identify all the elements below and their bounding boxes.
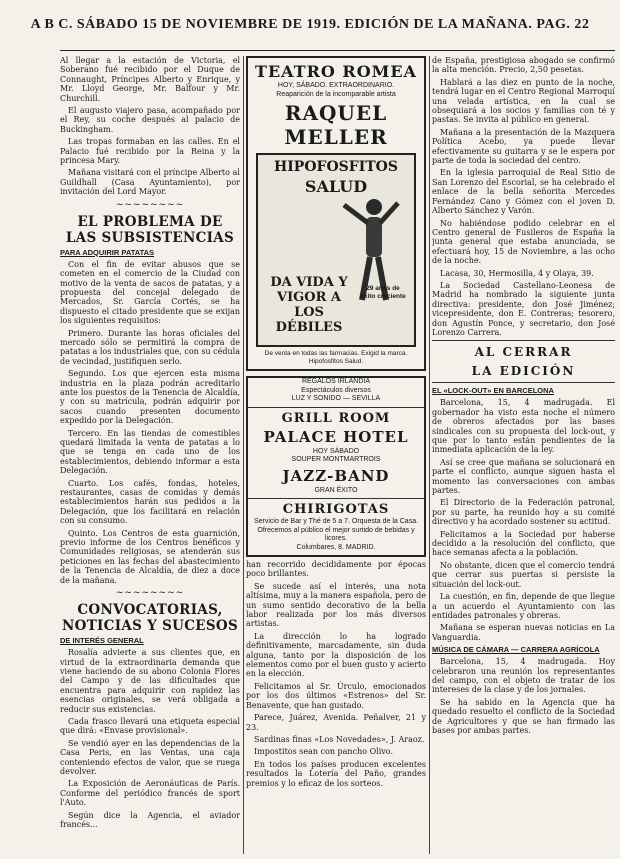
article-paragraph: Tercero. En las tiendas de comestibles quedará limitada la venta de patatas a lo que se tenga en cada uno de los establecimientos, debiendo informar a esta Delegación. <box>60 428 240 476</box>
ad-line: Ofrecemos al público el mejor surtido de bebidas y licores. <box>257 526 415 542</box>
article-paragraph: El augusto viajero pasa, acompañado por el Rey, su coche después al palacio de Buckingham. <box>60 106 240 134</box>
ad-jazz-band: JAZZ-BAND <box>282 466 390 485</box>
header-rule <box>60 50 615 51</box>
headline-la-edicion: LA EDICIÓN <box>471 364 576 379</box>
article-paragraph: Se sucede así el interés, una nota altísima, muy a la manera española, pero de un sumo sentido decorativo de la bella labor realizada por los más diversos artistas. <box>246 581 426 629</box>
article-paragraph: Mañana visitará con el príncipe Alberto al Guildhall (Casa Ayuntamiento), por invitación del Lord Mayor. <box>60 168 240 197</box>
ad-line: HOY, SÁBADO. EXTRAORDINARIO. <box>277 82 395 89</box>
poster-hipofosfitos <box>256 153 416 347</box>
ad-line: GRAN ÉXITO <box>314 486 358 494</box>
ad-title: TEATRO ROMEA <box>255 62 417 81</box>
poster-title-bottom: SALUD <box>304 177 368 196</box>
subheadline-lock-out: EL «LOCK-OUT» EN BARCELONA <box>432 386 554 396</box>
poster-caption: De venta en todas las farmacias. Exigid la marca. Hipofosfitos Salud. <box>264 350 408 365</box>
article-paragraph: Impostitos sean con pancho Olivo. <box>254 747 393 757</box>
article-paragraph: Con el fin de evitar abusos que se cometen en el comercio de la Ciudad con motivo de la venta de sacos de patatas, y a propuesta del concejal delegado de Mercados, Sr. García Cortés, se ha dispuesto el citado presidente que se exijan los siguientes requisitos: <box>60 259 240 326</box>
article-paragraph: La Sociedad Castellano-Leonesa de Madrid ha nombrado la siguiente junta directiva: presidente, don José Jiménez; vicepresidente, don E. Contreras; tesorero, don Agustín Ponce, y secretario, don José Lorenzo Carrera. <box>432 280 615 337</box>
ad-line: Columbares, 8. MADRID. <box>296 543 376 551</box>
article-paragraph: Barcelona, 15, 4 madrugada. El gobernador ha visto esta noche el número de obreros afectados por las bases sindicales con su propuesta del lock-out, y que por lo tanto están pendientes de la inmediata aplicación de la ley. <box>432 398 615 455</box>
poster-note: 29 años de éxito creciente <box>360 285 406 300</box>
column-rule-1 <box>243 56 244 854</box>
column-middle <box>246 56 426 856</box>
ad-line: LUZ Y SONIDO — SEVILLA <box>291 395 381 402</box>
article-paragraph: Al llegar a la estación de Victoria, el Soberano fué recibido por el Duque de Connaught, Príncipes Alberto y Enrique, y Mr. Lloyd George, Mr. Balfour y Mr. Churchill. <box>60 56 240 103</box>
section-rule <box>432 382 615 383</box>
poster-title-top: HIPOFOSFITOS <box>274 159 398 175</box>
subheadline-interes-general: DE INTERÉS GENERAL <box>60 636 144 646</box>
article-paragraph: La cuestión, en fin, depende de que llegue a un acuerdo el Ayuntamiento con las entidades patronales y obreras. <box>432 592 615 620</box>
article-paragraph: Cada frasco llevará una etiqueta especial que dirá: «Envase provisional». <box>60 716 240 736</box>
headline-al-cerrar: AL CERRAR <box>474 345 573 360</box>
article-paragraph: No habiéndose podido celebrar en el Centro general de Fusileros de España la junta general que estaba anunciada, se efectuará hoy, 15 de Noviembre, a las ocho de la noche. <box>432 218 615 266</box>
ad-line: SOUPER MONTMARTROIS <box>291 456 381 463</box>
article-paragraph: La dirección lo ha logrado definitivamente, marcadamente, sin duda alguna, tanto por la disposición de los elementos como por el buen gusto y acierto en la elección. <box>246 631 426 679</box>
ad-chirigotas: CHIRIGOTAS <box>282 502 390 517</box>
ad-line: Servicio de Bar y Thé de 5 a 7. Orquesta de la Casa. <box>253 518 419 525</box>
article-paragraph: Según dice la Agencia, el aviador francés... <box>60 810 240 829</box>
article-paragraph: Hablará a las diez en punto de la noche, tendrá lugar en el Centro Regional Marroquí una velada artística, en la cual se obsequiará a los socios y familias con té y pastas. Se invita al público en general. <box>432 77 615 125</box>
column-right <box>432 56 615 856</box>
headline-subsistencias: EL PROBLEMA DE LAS SUBSISTENCIAS <box>65 213 235 246</box>
article-paragraph: Felicitamos al Sr. Úrculo, emocionados por los dos últimos «Estrenos» del Sr. Benavente, que han gustado. <box>246 681 426 710</box>
article-paragraph: Parece, Juárez, Avenida. Peñalver, 21 y 23. <box>246 713 426 732</box>
article-paragraph: Se vendió ayer en las dependencias de la Casa Peris, en las Ventas, una caja conteniendo efectos de valor, que se ruega devolver. <box>60 738 240 776</box>
subheadline-agricola: MÚSICA DE CÁMARA — CARRERA AGRÍCOLA <box>432 645 600 655</box>
ad-line: Espectáculos diversos <box>301 386 371 394</box>
page-header: A B C. SÁBADO 15 DE NOVIEMBRE DE 1919. EDICIÓN DE LA MAÑANA. PAG. 22 <box>30 17 590 32</box>
article-paragraph: La Exposición de Aeronáuticas de París. Conforme del periódico francés de sport l'Auto. <box>60 779 240 808</box>
article-paragraph: Quinto. Los Centros de esta guarnición, previo informe de los Centros benéficos y Comunidades religiosas, se atenderán sus peticiones en las fechas del abastecimiento de la Tenencia de Alcaldía, de diez a doce de la mañana. <box>60 528 240 585</box>
ad-line: REGALOS IRLANDIA <box>301 378 371 385</box>
article-paragraph: En todos los países producen excelentes resultados la Lotería del Paño, grandes premios y lo eficaz de los sorteos. <box>246 759 426 788</box>
ad-line: Reaparición de la incomparable artista <box>276 90 396 98</box>
advertisement-teatro-romea <box>246 56 426 371</box>
column-rule-2 <box>429 56 430 854</box>
advertisement-palace-hotel <box>246 376 426 557</box>
ad-divider <box>248 407 424 408</box>
article-paragraph: Mañana a la presentación de la Mazquera Política Acebo, ya puede llevar efectivamente su guitarra y se le espera por parte de toda la sociedad del centro. <box>432 127 615 166</box>
article-paragraph: Felicitamos a la Sociedad por haberse decidido a la resolución del conflicto, que hace semanas afecta a la población. <box>432 529 615 558</box>
ad-divider <box>248 498 424 499</box>
article-paragraph: Rosalía advierte a sus clientes que, en virtud de la extraordinaria demanda que viene haciendo de su abono Colonia Flores del Campo y de las dificultades que encuentra para adquirir con rapidez las esencias originales, se verá obligada a reducir sus existencias. <box>60 648 240 714</box>
article-paragraph: Segundo. Los que ejercen esta misma industria en la plaza podrán acreditarlo ante los puestos de la Tenencia de Alcaldía, y con su matrícula, podrán adquirir por sacos cuando presenten documento expedido por la Delegación. <box>60 369 240 426</box>
article-paragraph: Sardinas finas «Los Novedades», J. Araoz. <box>254 734 425 744</box>
article-paragraph: Las tropas formaban en las calles. En el Palacio fué recibido por la Reina y la princesa Mary. <box>60 137 240 166</box>
article-paragraph: Mañana se esperan nuevas noticias en La Vanguardia. <box>432 623 615 642</box>
article-paragraph: El Directorio de la Federación patronal, por su parte, ha reunido hoy a su comité directivo y ha acordado sostener su actitud. <box>432 498 615 527</box>
poster-slogan: DA VIDA Y VIGOR A LOS DÉBILES <box>270 275 348 335</box>
ad-star-name: RAQUEL MELLER <box>284 101 388 149</box>
article-paragraph: No obstante, dicen que el comercio tendrá que cerrar sus puertas si persiste la situación del lock-out. <box>432 560 615 589</box>
subheadline-patatas: PARA ADQUIRIR PATATAS <box>60 247 155 257</box>
article-paragraph: de España, prestigiosa abogado se confirmó la alta mención. Precio, 2,50 pesetas. <box>432 56 615 75</box>
article-paragraph: Primero. Durante las horas oficiales del mercado sólo se permitirá la compra de patatas a los industriales que, con su cédula de vecindad, justifiquen serlo. <box>60 328 240 366</box>
article-paragraph: Barcelona, 15, 4 madrugada. Hoy celebraron una reunión los representantes del campo, con el objeto de tratar de los intereses de la clase y de los jornales. <box>432 657 615 695</box>
article-paragraph: han recorrido decididamente por épocas poco brillantes. <box>246 560 426 579</box>
article-paragraph: En la iglesia parroquial de Real Sitio de San Lorenzo del Escorial, se ha celebrado el enlace de la bella señorita Mercedes Fernández Cano y Gómez con el joven D. Alberto Sánchez y Varón. <box>432 168 615 216</box>
ornament-divider: ~~~~~~~~ <box>115 199 185 210</box>
column-left <box>60 56 240 856</box>
ad-palace-hotel: PALACE HOTEL <box>263 427 409 446</box>
ornament-divider: ~~~~~~~~ <box>115 588 185 599</box>
article-paragraph: Cuarto. Los cafés, fondas, hoteles, restaurantes, casas de comidas y demás establecimientos harán sus pedidos a la Delegación, que los facilitará en relación con su consumo. <box>60 478 240 526</box>
article-paragraph: Lacasa, 30, Hermosilla, 4 y Olaya, 39. <box>440 268 594 278</box>
ad-grill-room: GRILL ROOM <box>281 410 391 426</box>
article-paragraph: Se ha sabido en la Agencia que ha quedado resuelto el conflicto de la Sociedad de Agricultores y que se han firmado las bases por ambas partes. <box>432 697 615 735</box>
section-rule <box>432 340 615 341</box>
article-paragraph: Así se cree que mañana se solucionará en parte el conflicto, aunque siguen hasta el momento las conversaciones con ambas partes. <box>432 457 615 496</box>
ad-line: HOY SÁBADO <box>312 447 360 455</box>
headline-convocatorias: CONVOCATORIAS, NOTICIAS Y SUCESOS <box>62 602 238 635</box>
